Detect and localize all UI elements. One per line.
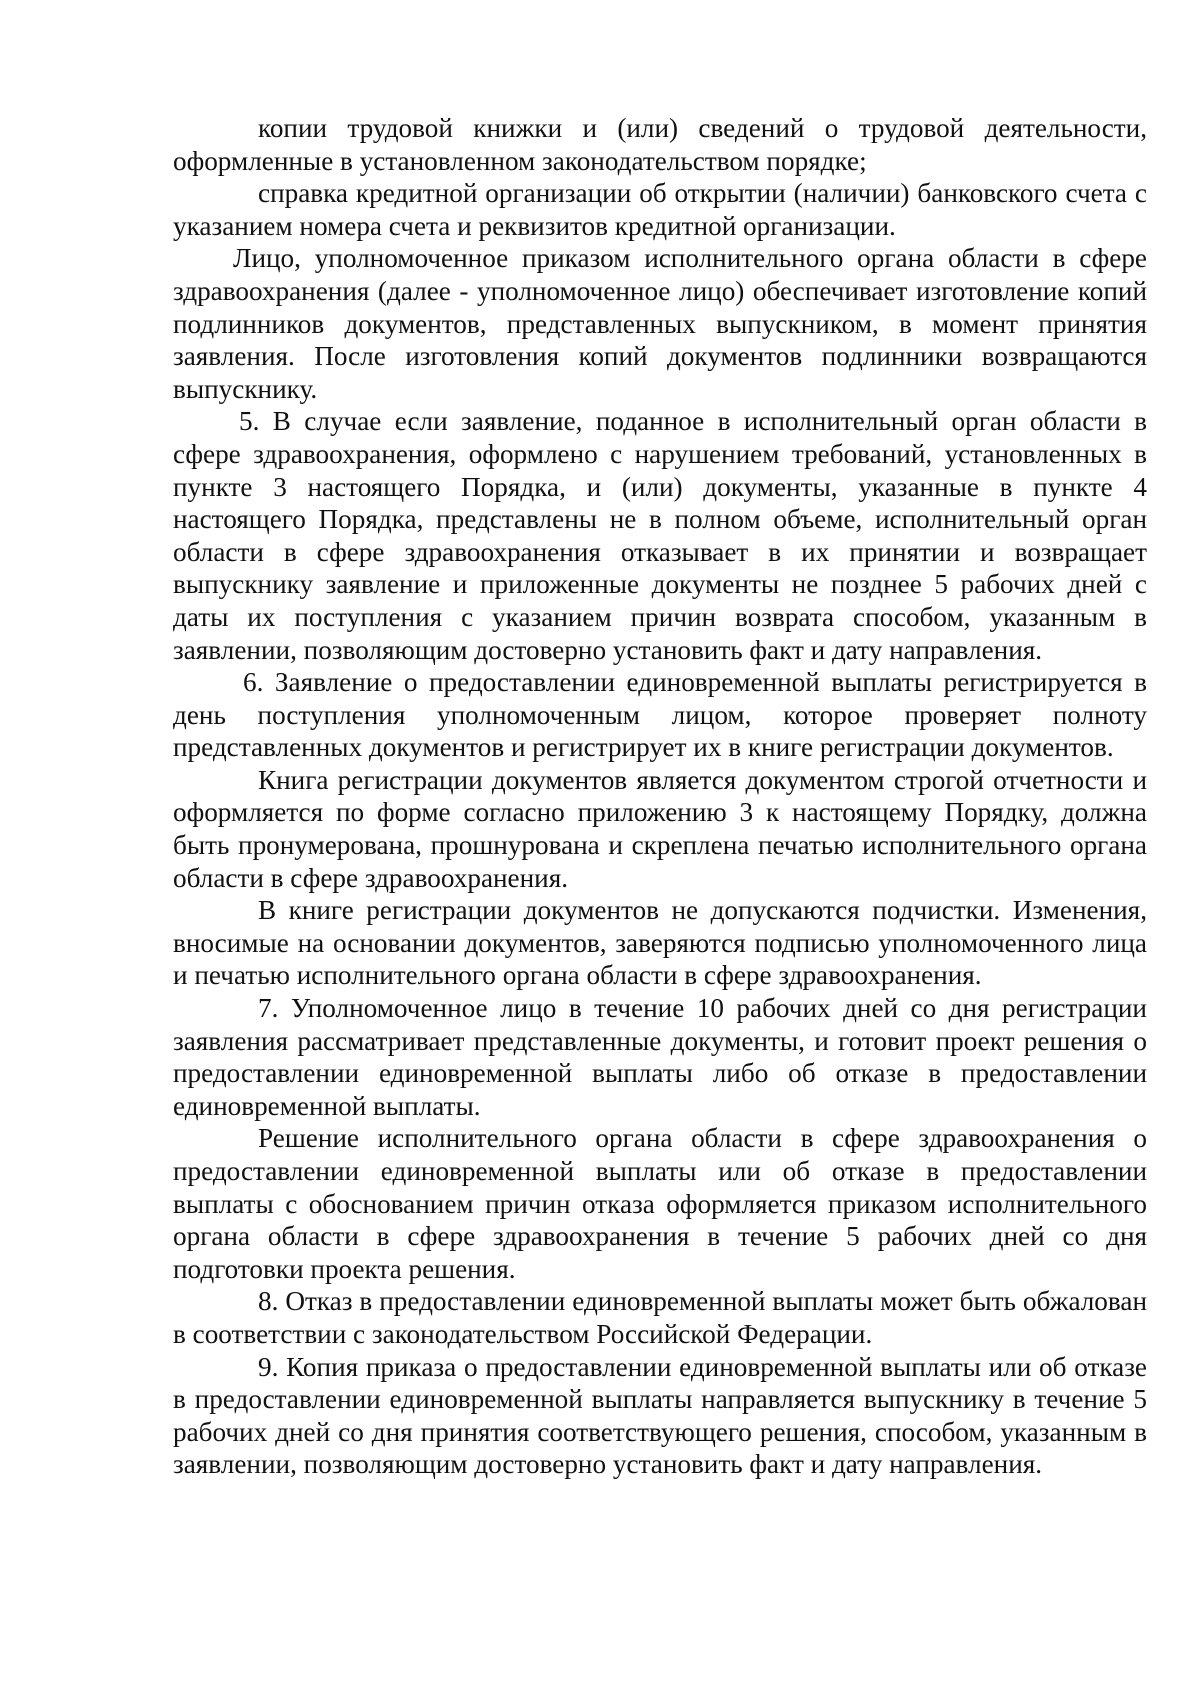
paragraph-item-6: 6. Заявление о предоставлении единовременной выплаты регистрируется в день поступления уполномоченным лицом, которое проверяет полноту представленных документов и регистрирует их в книге регистрации документов. bbox=[173, 667, 1147, 763]
paragraph-item-7: 7. Уполномоченное лицо в течение 10 рабочих дней со дня регистрации заявления рассматривает представленные документы, и готовит проект решения о предоставлении единовременной выплаты либо об отказе в предоставлении единовременной выплаты. bbox=[173, 993, 1147, 1121]
paragraph-bank-certificate: справка кредитной организации об открытии (наличии) банковского счета с указанием номера счета и реквизитов кредитной организации. bbox=[173, 178, 1147, 241]
paragraph-item-8: 8. Отказ в предоставлении единовременной выплаты может быть обжалован в соответствии с законодательством Российской Федерации. bbox=[173, 1286, 1147, 1349]
paragraph-registration-book: Книга регистрации документов является документом строгой отчетности и оформляется по форме согласно приложению 3 к настоящему Порядку, должна быть пронумерована, прошнурована и скреплена печатью исполнительного органа области в сфере здравоохранения. bbox=[173, 764, 1147, 893]
paragraph-no-erasures: В книге регистрации документов не допускаются подчистки. Изменения, вносимые на основании документов, заверяются подписью уполномоченного лица и печатью исполнительного органа области в сфере здравоохранения. bbox=[173, 895, 1147, 991]
paragraph-item-9: 9. Копия приказа о предоставлении единовременной выплаты или об отказе в предоставлении единовременной выплаты направляется выпускнику в течение 5 рабочих дней со дня принятия соответствующего решения, способом, указанным в заявлении, позволяющим достоверно установить факт и дату направления. bbox=[173, 1351, 1147, 1480]
paragraph-decision: Решение исполнительного органа области в сфере здравоохранения о предоставлении единовременной выплаты или об отказе в предоставлении выплаты с обоснованием причин отказа оформляется приказом исполнительного органа области в сфере здравоохранения в течение 5 рабочих дней со дня подготовки проекта решения. bbox=[173, 1123, 1147, 1284]
document-body bbox=[173, 112, 1147, 1481]
paragraph-item-5: 5. В случае если заявление, поданное в исполнительный орган области в сфере здравоохранения, оформлено с нарушением требований, установленных в пункте 3 настоящего Порядка, и (или) документы, указанные в пункте 4 настоящего Порядка, представлены не в полном объеме, исполнительный орган области в сфере здравоохранения отказывает в их принятии и возвращает выпускнику заявление и приложенные документы не позднее 5 рабочих дней с даты их поступления с указанием причин возврата способом, указанным в заявлении, позволяющим достоверно установить факт и дату направления. bbox=[173, 406, 1147, 665]
paragraph-authorized-person: Лицо, уполномоченное приказом исполнительного органа области в сфере здравоохранения (далее - уполномоченное лицо) обеспечивает изготовление копий подлинников документов, представленных выпускником, в момент принятия заявления. После изготовления копий документов подлинники возвращаются выпускнику. bbox=[173, 243, 1147, 404]
paragraph-labor-book-copies: копии трудовой книжки и (или) сведений о трудовой деятельности, оформленные в установленном законодательством порядке; bbox=[173, 113, 1147, 176]
